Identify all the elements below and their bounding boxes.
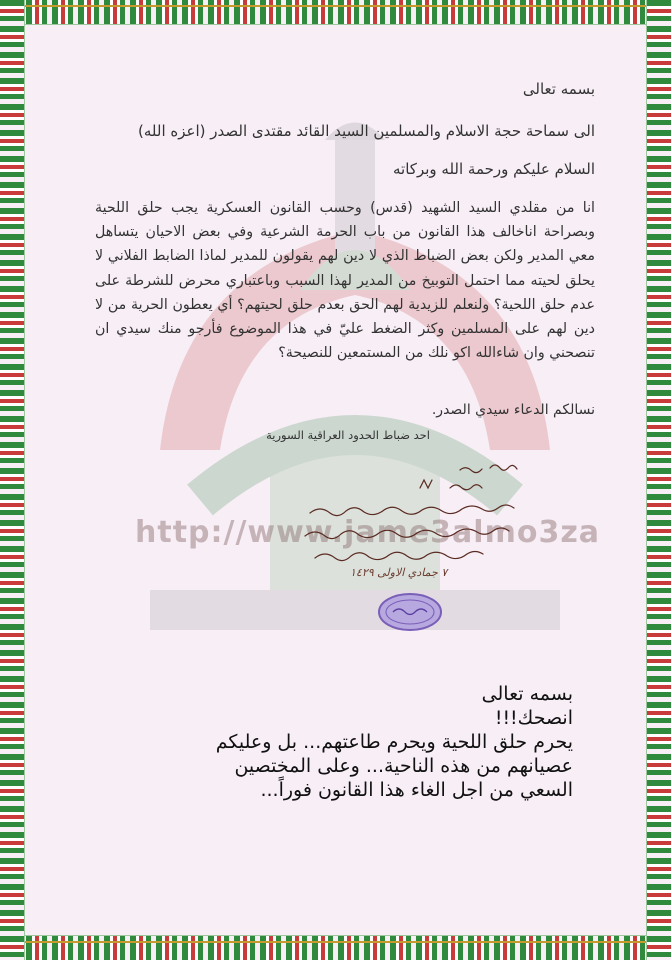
- decorative-border-right: [646, 0, 671, 960]
- transcription-line: السعي من اجل الغاء هذا القانون فوراً...: [260, 779, 573, 801]
- reply-transcription: [73, 682, 573, 802]
- transcription-line: عصيانهم من هذه الناحية... وعلى المختصين: [234, 755, 573, 777]
- watermark-url: http://www.jame3almo3za: [135, 515, 601, 550]
- addressee-line: الى سماحة حجة الاسلام والمسلمين السيد القائد مقتدى الصدر (اعزه الله): [138, 122, 595, 140]
- signer-line: احد ضباط الحدود العراقية السورية: [266, 428, 430, 442]
- decorative-border-top: [0, 0, 671, 25]
- decorative-border-bottom: [0, 935, 671, 960]
- transcription-line: انصحك!!!: [494, 707, 573, 729]
- decorative-border-left: [0, 0, 25, 960]
- greeting-line: السلام عليكم ورحمة الله وبركاته: [393, 160, 595, 178]
- oval-seal-stamp: [377, 592, 443, 632]
- closing-line: نسالكم الدعاء سيدي الصدر.: [431, 402, 595, 418]
- basmala-heading: بسمه تعالى: [522, 80, 595, 98]
- transcription-line: يحرم حلق اللحية ويحرم طاعتهم... بل وعليكم: [215, 731, 573, 753]
- letter-body: انا من مقلدي السيد الشهيد (قدس) وحسب القانون العسكرية يجب حلق اللحية وبصراحة اناخالف هذا القانون من باب الحرمة الشرعية وفي بعض الاحيان يتساهل معي المدير ولكن بعض الضباط الذي لا دين لهم يقولون للمدير لماذا الضابط الفلاني لا يحلق لحيته مما احتمل التوبيخ من المدير لهذا السبب وباعتباري محرض للشرطة على عدم حلق اللحية؟ ولنعلم للزيدية لهم الحق بعدم حلق لحيتهم؟ أي يعطون الحرية من لا دين لهم على المسلمين وكثر الضغط عليّ في هذا الموضوع فأرجو منك سيدي ان تنصحني وان شاءالله اكو نلك من المستمعين للنصيحة؟: [95, 200, 595, 362]
- transcription-line: بسمه تعالى: [481, 683, 573, 705]
- handwritten-date: ٧ جمادي الاولى ١٤٢٩: [350, 566, 448, 579]
